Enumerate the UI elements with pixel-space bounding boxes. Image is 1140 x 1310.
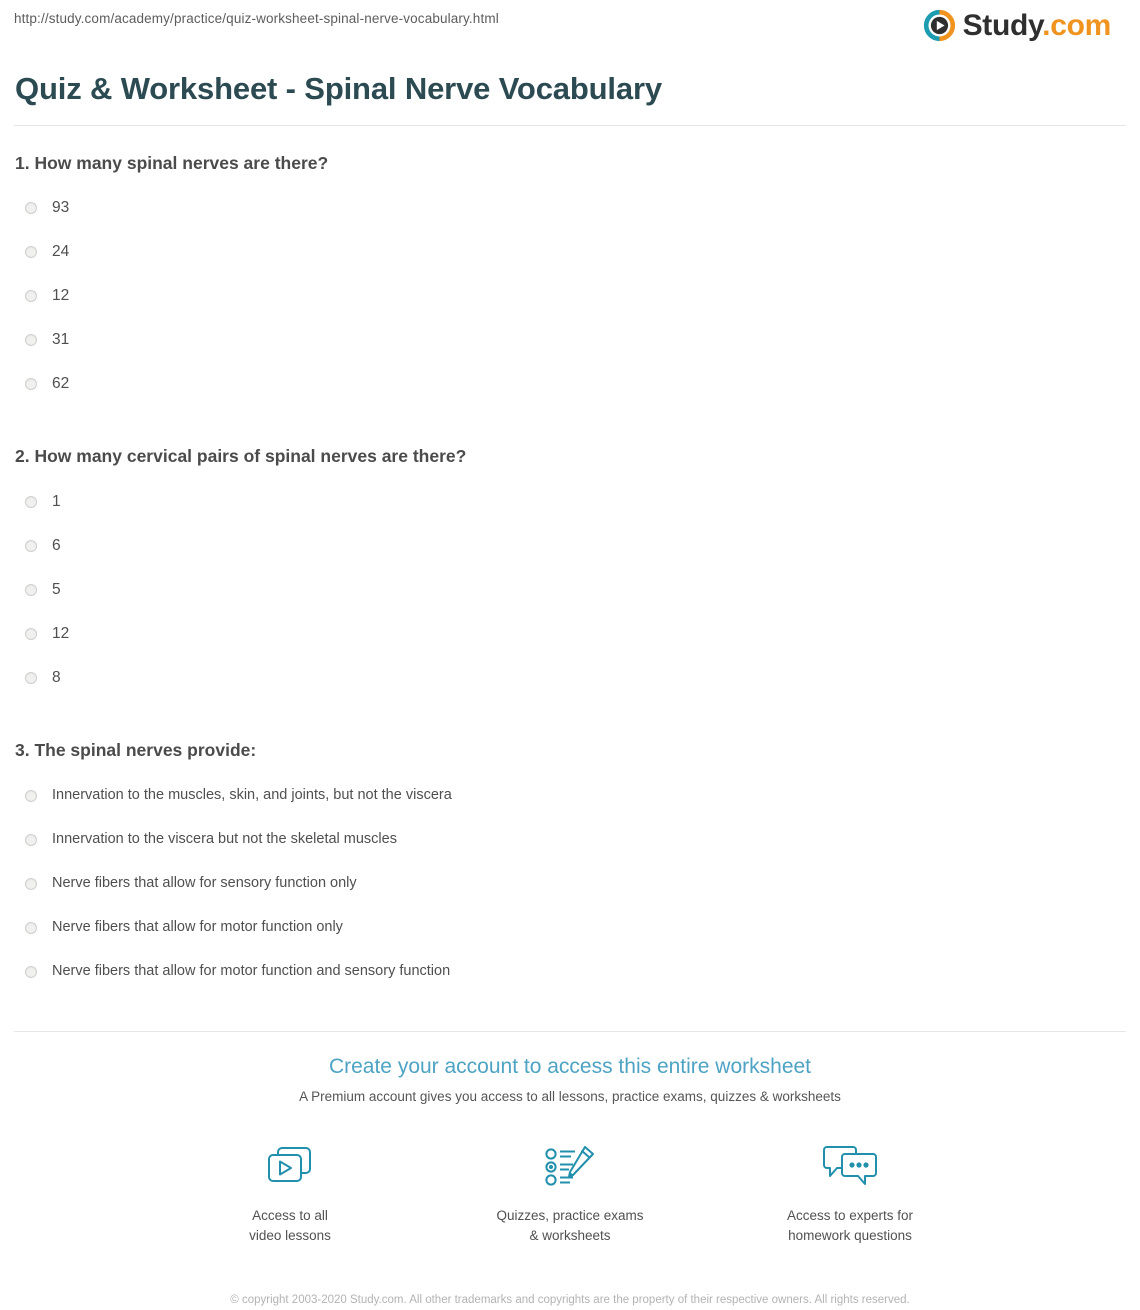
question-block [14, 739, 1126, 994]
answer-options [14, 480, 1126, 700]
answer-option[interactable] [14, 362, 1126, 406]
chat-bubbles-icon [766, 1141, 934, 1193]
answer-option[interactable] [14, 568, 1126, 612]
question-block [14, 152, 1126, 407]
radio-button-icon[interactable] [25, 202, 37, 214]
page-title: Quiz & Worksheet - Spinal Nerve Vocabulary [15, 71, 662, 106]
page-url: http://study.com/academy/practice/quiz-worksheet-spinal-nerve-vocabulary.html [14, 11, 499, 26]
cta-subtitle: A Premium account gives you access to all lessons, practice exams, quizzes & worksheets [299, 1089, 841, 1105]
radio-button-icon[interactable] [25, 966, 37, 978]
answer-option[interactable] [14, 480, 1126, 524]
question-block [14, 445, 1126, 700]
radio-button-icon[interactable] [25, 496, 37, 508]
answer-label: 31 [52, 331, 70, 349]
page-header [14, 0, 1126, 62]
feature-label-line1: Quizzes, practice exams [496, 1208, 644, 1224]
feature-item-experts [766, 1141, 934, 1245]
answer-label: 24 [52, 243, 70, 261]
video-lessons-icon [206, 1141, 374, 1193]
feature-label [206, 1206, 374, 1245]
radio-button-icon[interactable] [25, 790, 37, 802]
answer-label: 6 [52, 536, 61, 554]
answer-label: Nerve fibers that allow for motor function and sensory function [52, 963, 451, 980]
answer-option[interactable] [14, 950, 1126, 994]
answer-label: 62 [52, 375, 70, 393]
answer-option[interactable] [14, 906, 1126, 950]
questions-list [14, 126, 1126, 994]
question-text: 3. The spinal nerves provide: [15, 740, 257, 761]
answer-label: 12 [52, 624, 70, 642]
radio-button-icon[interactable] [25, 834, 37, 846]
answer-option[interactable] [14, 862, 1126, 906]
question-text: 2. How many cervical pairs of spinal nerves are there? [15, 446, 467, 467]
radio-button-icon[interactable] [25, 878, 37, 890]
answer-label: Nerve fibers that allow for motor function only [52, 919, 343, 936]
answer-label: 12 [52, 287, 70, 305]
answer-label: 8 [52, 668, 61, 686]
answer-option[interactable] [14, 656, 1126, 700]
radio-button-icon[interactable] [25, 334, 37, 346]
brand-name-main: Study [962, 8, 1043, 42]
question-text: 1. How many spinal nerves are there? [15, 152, 329, 173]
answer-label: Innervation to the viscera but not the skeletal muscles [52, 831, 397, 848]
radio-button-icon[interactable] [25, 672, 37, 684]
answer-label: 5 [52, 580, 61, 598]
radio-button-icon[interactable] [25, 584, 37, 596]
feature-label-line1: Access to experts for [786, 1208, 914, 1224]
feature-item-video-lessons [206, 1141, 374, 1245]
radio-button-icon[interactable] [25, 246, 37, 258]
answer-label: Innervation to the muscles, skin, and joints, but not the viscera [52, 787, 452, 804]
feature-list [14, 1141, 1126, 1245]
answer-label: Nerve fibers that allow for sensory function only [52, 875, 357, 892]
feature-label-line2: homework questions [788, 1227, 912, 1243]
feature-item-quizzes [486, 1141, 654, 1245]
brand-name-suffix: .com [1042, 8, 1111, 42]
radio-button-icon[interactable] [25, 628, 37, 640]
answer-label: 1 [52, 492, 61, 510]
study-com-logo[interactable] [923, 9, 1111, 42]
answer-option[interactable] [14, 612, 1126, 656]
play-circle-icon [923, 9, 956, 42]
answer-options [14, 186, 1126, 406]
feature-label [766, 1206, 934, 1245]
cta-section [14, 1032, 1126, 1310]
radio-button-icon[interactable] [25, 540, 37, 552]
answer-option[interactable] [14, 774, 1126, 818]
answer-option[interactable] [14, 524, 1126, 568]
brand-name [962, 8, 1111, 42]
answer-option[interactable] [14, 318, 1126, 362]
cta-title[interactable]: Create your account to access this entire worksheet [328, 1054, 812, 1078]
feature-label-line1: Access to all [252, 1208, 328, 1224]
answer-option[interactable] [14, 274, 1126, 318]
quiz-pencil-icon [486, 1141, 654, 1193]
feature-label-line2: video lessons [249, 1227, 331, 1243]
feature-label-line2: & worksheets [529, 1227, 611, 1243]
radio-button-icon[interactable] [25, 922, 37, 934]
answer-option[interactable] [14, 818, 1126, 862]
answer-label: 93 [52, 199, 70, 217]
answer-option[interactable] [14, 186, 1126, 230]
radio-button-icon[interactable] [25, 378, 37, 390]
feature-label [486, 1206, 654, 1245]
copyright-text: © copyright 2003-2020 Study.com. All other trademarks and copyrights are the property of their respective owners. All rights reserved. [230, 1294, 910, 1307]
answer-options [14, 774, 1126, 994]
radio-button-icon[interactable] [25, 290, 37, 302]
answer-option[interactable] [14, 230, 1126, 274]
